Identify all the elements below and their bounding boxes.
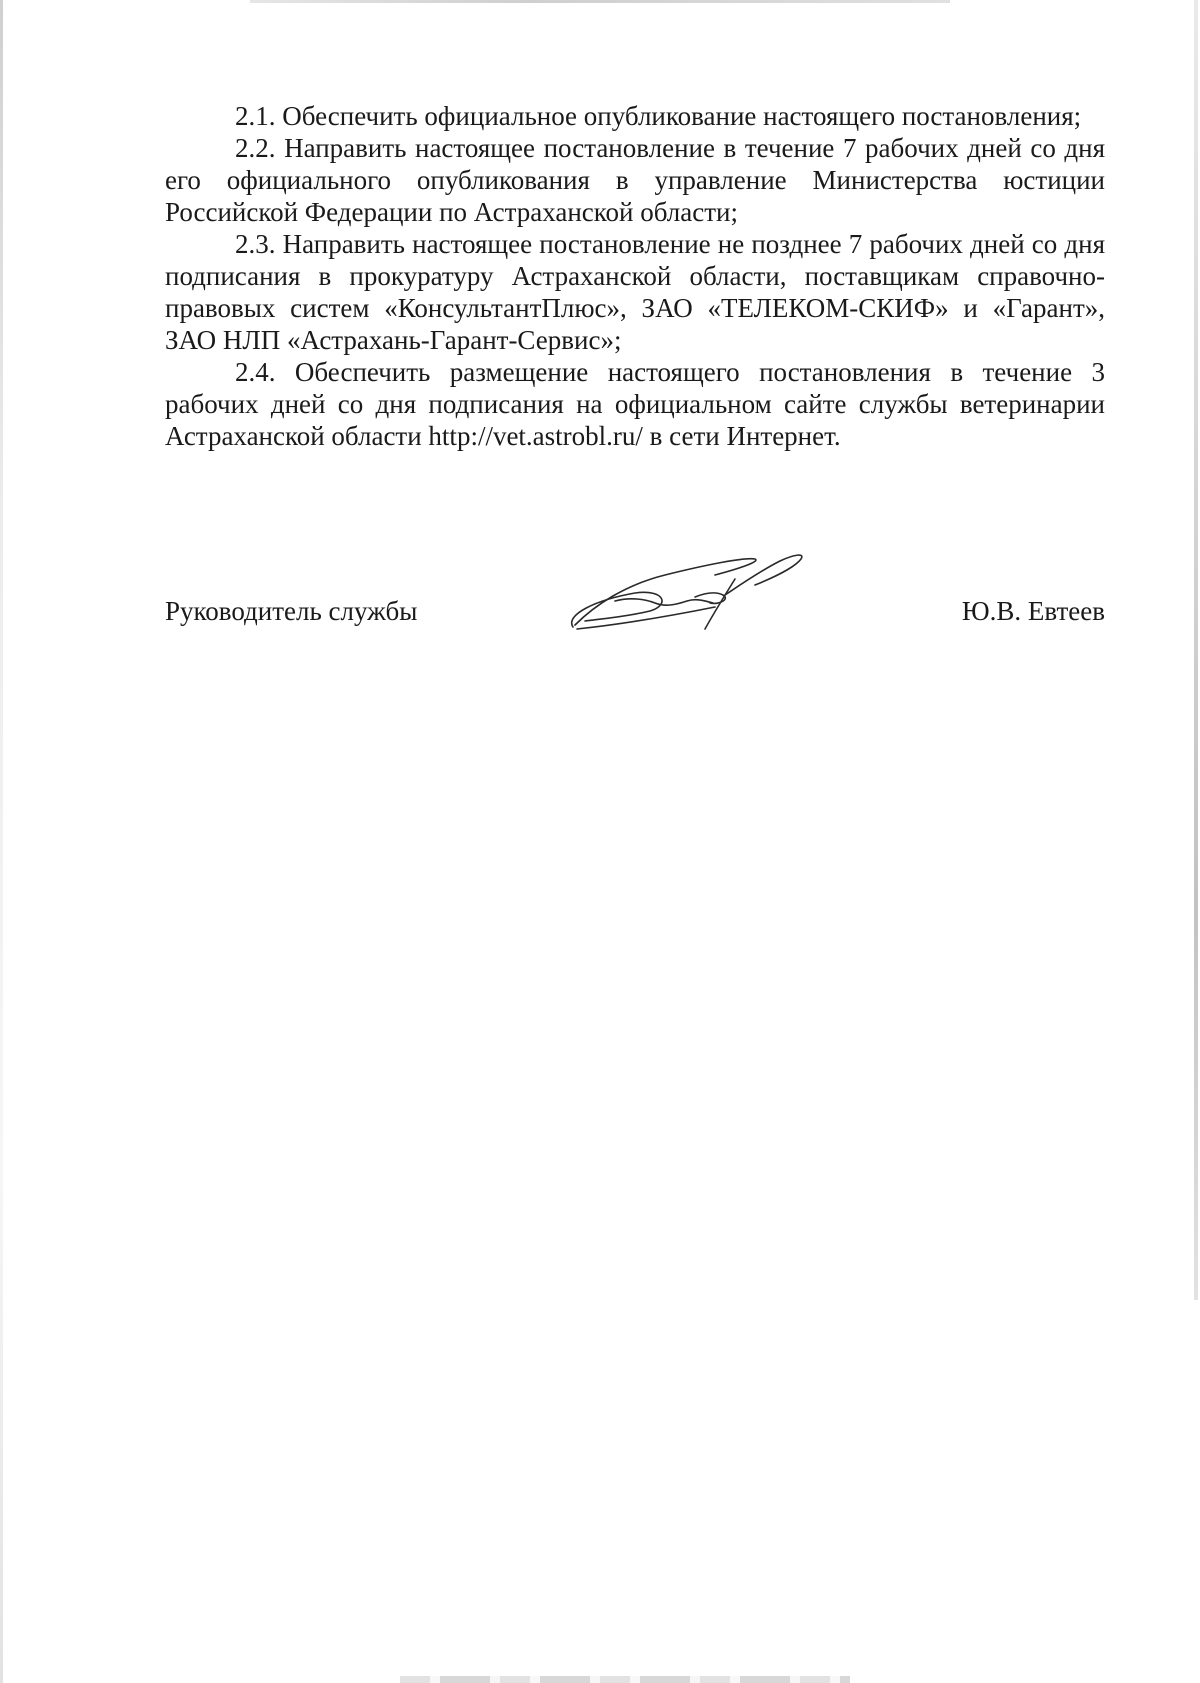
scan-edge-right <box>1194 0 1198 1300</box>
scan-edge-left <box>0 0 3 1683</box>
paragraph-2-1: 2.1. Обеспечить официальное опубликование настоящего постановления; <box>235 101 1082 131</box>
paragraph-2-4: 2.4. Обеспечить размещение настоящего постановления в течение 3 рабочих дней со дня подписания на официальном сайте службы ветеринарии Астраханской области http://vet.astrobl.ru/ в сети Интернет. <box>165 357 1105 451</box>
paragraph-2-2: 2.2. Направить настоящее постановление в течение 7 рабочих дней со дня его официального опубликования в управление Министерства юстиции Российской Федерации по Астраханской области; <box>165 133 1105 227</box>
signatory-title: Руководитель службы <box>165 596 418 626</box>
signatory-name: Ю.В. Евтеев <box>961 596 1105 626</box>
handwritten-signature <box>555 545 825 635</box>
scan-edge-top <box>250 0 950 3</box>
paragraph-2-3: 2.3. Направить настоящее постановление не позднее 7 рабочих дней со дня подписания в прокуратуру Астраханской области, поставщикам справочно-правовых систем «КонсультантПлюс», ЗАО «ТЕЛЕКОМ-СКИФ» и «Гарант», ЗАО НЛП «Астрахань-Гарант-Сервис»; <box>165 229 1105 355</box>
document-body <box>165 100 1105 452</box>
scan-edge-bottom <box>400 1676 850 1683</box>
